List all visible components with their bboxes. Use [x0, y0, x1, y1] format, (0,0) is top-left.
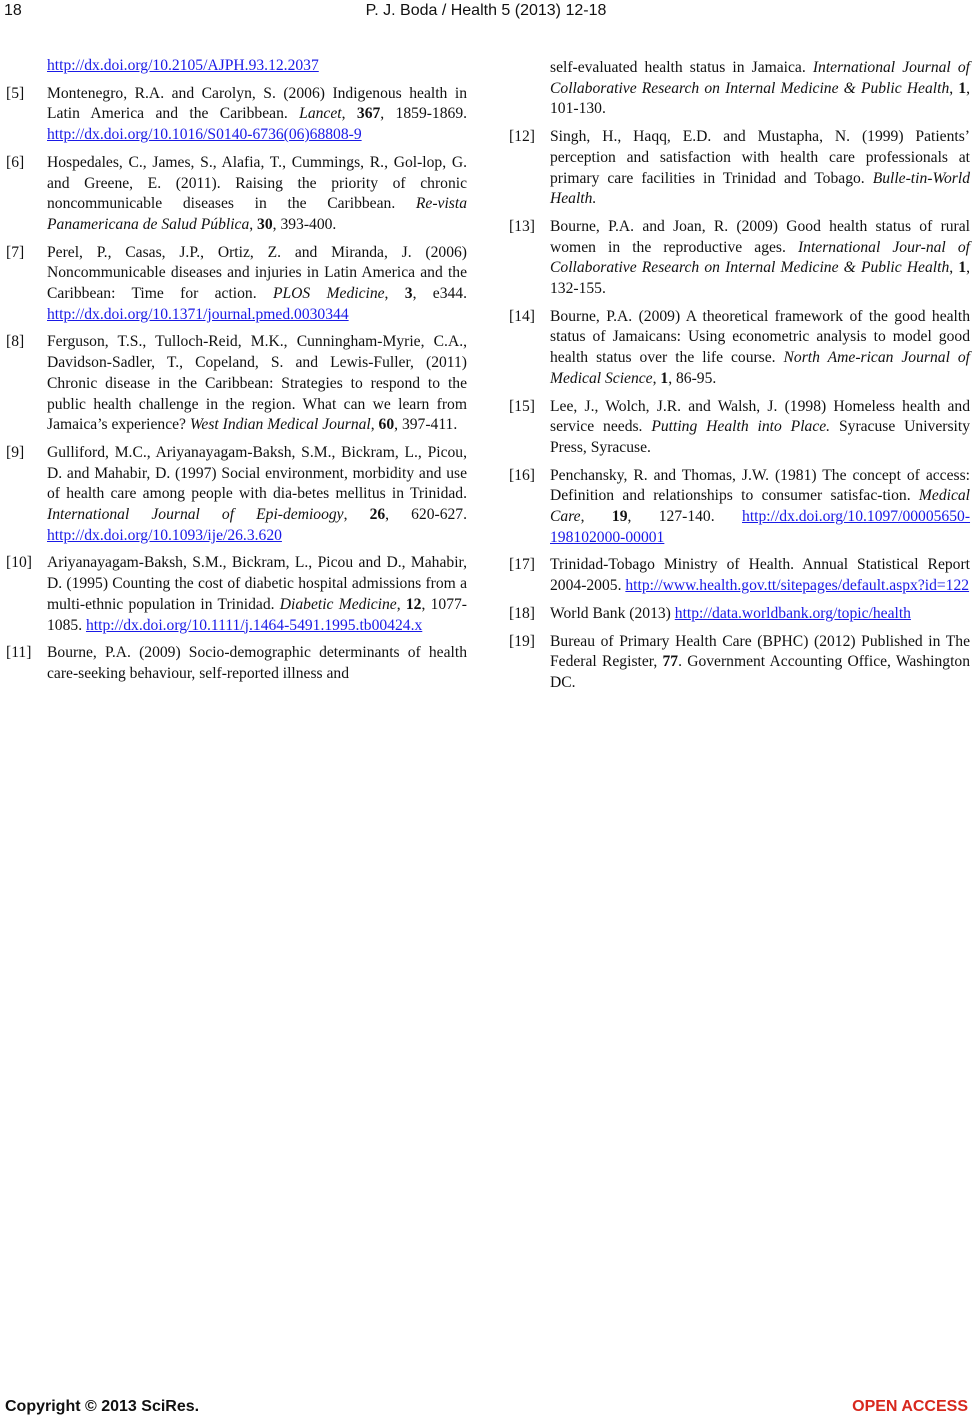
volume-number: 3	[404, 285, 413, 303]
reference-separator: ,	[580, 508, 612, 526]
reference-pages: , 1077-1085.	[47, 595, 467, 634]
reference-number: [5]	[6, 84, 25, 102]
journal-name: PLOS Medicine	[272, 285, 385, 303]
reference-number: [13]	[509, 217, 535, 235]
volume-number: 26	[369, 506, 386, 524]
reference-body	[47, 243, 467, 326]
reference-item	[509, 307, 970, 390]
reference-item	[509, 632, 970, 694]
reference-item	[6, 243, 467, 326]
reference-body	[550, 632, 970, 694]
reference-item	[6, 443, 467, 547]
reference-text: Montenegro, R.A. and Carolyn, S. (2006) Indigenous health in Latin America and the Caribbean.	[47, 84, 467, 123]
reference-pages: , e344.	[412, 285, 467, 303]
reference-pages: , 397-411.	[394, 416, 458, 434]
reference-separator: ,	[384, 285, 405, 303]
reference-text: Penchansky, R. and Thomas, J.W. (1981) The concept of access: Definition and relationships to consumer satisfac-tion.	[550, 466, 970, 505]
reference-separator: ,	[652, 369, 661, 387]
reference-item	[509, 466, 970, 549]
doi-link[interactable]: http://dx.doi.org/10.2105/AJPH.93.12.2037	[47, 57, 319, 74]
reference-body	[550, 555, 970, 596]
reference-pages: , 393-400.	[272, 215, 337, 233]
volume-number: 12	[405, 595, 422, 613]
journal-name: International Journal of Collaborative Research on Internal Medicine & Public Health	[550, 59, 970, 97]
reference-body	[550, 397, 970, 459]
journal-name: Diabetic Medicine	[279, 595, 397, 613]
reference-text: Hospedales, C., James, S., Alafia, T., Cummings, R., Gol-lop, G. and Greene, E. (2011). Raising the priority of chronic noncommunicable diseases in the Caribbean.	[47, 153, 467, 213]
volume-number: 1	[660, 369, 669, 387]
volume-number: 60	[378, 416, 395, 434]
volume-number: 367	[356, 105, 381, 123]
reference-body	[550, 466, 970, 549]
reference-separator: ,	[396, 595, 406, 613]
journal-name: Medical Care	[550, 487, 970, 526]
doi-link[interactable]: http://dx.doi.org/10.1097/00005650-198102000-00001	[550, 508, 971, 546]
reference-text: Bourne, P.A. (2009) A theoretical framework of the good health status of Jamaicans: Using econometric analysis to model good health status over the life course.	[550, 307, 970, 367]
reference-number: [10]	[6, 554, 32, 572]
volume-number: 19	[611, 508, 628, 526]
reference-item	[6, 84, 467, 146]
journal-name: North Ame-rican Journal of Medical Science	[550, 349, 970, 387]
doi-link[interactable]: http://dx.doi.org/10.1016/S0140-6736(06)68808-9	[47, 126, 362, 144]
page-number: 18	[4, 2, 22, 19]
reference-number: [16]	[509, 466, 535, 484]
doi-link[interactable]: http://dx.doi.org/10.1093/ije/26.3.620	[47, 526, 282, 544]
journal-name: Re-vista Panamericana de Salud Pública	[47, 195, 467, 233]
reference-continuation	[509, 58, 970, 120]
reference-body	[47, 84, 467, 146]
reference-item	[6, 643, 467, 684]
reference-separator: ,	[343, 506, 370, 524]
reference-text: Ferguson, T.S., Tulloch-Reid, M.K., Cunningham-Myrie, C.A., Davidson-Sadler, T., Copeland, S. and Lewis-Fuller, (2011) Chronic disease in the Caribbean: Strategies to respond to the public health challenge in the region. What can we learn from Jamaica’s experience?	[47, 333, 467, 434]
journal-name: Putting Health into Place.	[651, 418, 831, 436]
reference-number: [9]	[6, 443, 25, 461]
references-left-column	[6, 56, 467, 692]
reference-continuation	[6, 56, 467, 77]
reference-item	[509, 217, 970, 300]
reference-list	[6, 84, 467, 685]
copyright-notice: Copyright © 2013 SciRes.	[5, 1398, 200, 1415]
volume-number: 1	[958, 79, 967, 97]
reference-body	[47, 153, 467, 236]
reference-number: [7]	[6, 243, 25, 261]
doi-link[interactable]: http://dx.doi.org/10.1111/j.1464-5491.1995.tb00424.x	[85, 616, 423, 634]
reference-text: Singh, H., Haqq, E.D. and Mustapha, N. (1999) Patients’ perception and satisfaction with health care professionals at primary care facilities in Trinidad and Tobago.	[550, 128, 970, 187]
running-header: P. J. Boda / Health 5 (2013) 12-18	[365, 2, 607, 19]
reference-body	[550, 217, 970, 300]
volume-number: 30	[257, 215, 273, 233]
reference-pages: , 101-130.	[550, 79, 971, 118]
journal-name: International Journal of Epi-demioogy	[47, 506, 344, 524]
reference-text: Gulliford, M.C., Ariyanayagam-Baksh, S.M., Bickram, L., Picou, D. and Mahabir, D. (1997) Social environment, morbidity and use of health care among people with dia-betes mellitus in Trinidad.	[47, 443, 467, 503]
reference-text: Bourne, P.A. and Joan, R. (2009) Good health status of rural women in the reproductive ages.	[550, 217, 970, 256]
reference-separator: ,	[949, 79, 959, 97]
reference-item	[509, 604, 970, 625]
reference-text: Perel, P., Casas, J.P., Ortiz, Z. and Miranda, J. (2006) Noncommunicable diseases and injuries in Latin America and the Caribbean: Time for action.	[47, 243, 467, 303]
reference-pages: , 132-155.	[550, 259, 971, 298]
reference-text: Lee, J., Wolch, J.R. and Walsh, J. (1998) Homeless health and service needs.	[550, 397, 970, 436]
reference-item	[509, 127, 970, 210]
reference-body	[550, 127, 970, 210]
reference-number: [6]	[6, 153, 25, 171]
reference-number: [17]	[509, 556, 535, 574]
reference-pages: Syracuse University Press, Syracuse.	[550, 418, 970, 456]
reference-item	[6, 332, 467, 436]
reference-separator: ,	[370, 416, 379, 434]
reference-body	[550, 307, 970, 390]
reference-number: [18]	[509, 604, 535, 622]
reference-number: [12]	[509, 128, 535, 146]
reference-number: [11]	[6, 644, 32, 662]
reference-body	[47, 643, 467, 684]
reference-list	[509, 127, 970, 694]
reference-pages: . Government Accounting Office, Washington DC.	[550, 653, 970, 691]
volume-number: 1	[958, 259, 967, 277]
reference-text: World Bank (2013)	[550, 604, 675, 622]
reference-body	[47, 332, 467, 436]
reference-pages: , 1859-1869.	[380, 105, 468, 123]
reference-text: Bureau of Primary Health Care (BPHC) (2012) Published in The Federal Register,	[550, 632, 970, 671]
reference-number: [8]	[6, 333, 25, 351]
reference-separator: ,	[249, 215, 258, 233]
reference-item	[509, 555, 970, 596]
reference-number: [19]	[509, 632, 535, 650]
reference-item	[6, 153, 467, 236]
reference-number: [15]	[509, 397, 535, 415]
open-access-label: OPEN ACCESS	[852, 1398, 968, 1415]
doi-link[interactable]: http://www.health.gov.tt/sitepages/default.aspx?id=122	[625, 577, 970, 595]
reference-text: Bourne, P.A. (2009) Socio-demographic determinants of health care-seeking behaviour, self-reported illness and	[47, 644, 467, 682]
reference-separator: ,	[341, 105, 357, 123]
reference-number: [14]	[509, 307, 535, 325]
reference-pages: , 86-95.	[668, 369, 717, 387]
journal-name: International Jour-nal of Collaborative Research on Internal Medicine & Public Health	[550, 238, 970, 277]
reference-pages: , 620-627.	[385, 506, 468, 524]
doi-link[interactable]: http://data.worldbank.org/topic/health	[674, 604, 911, 622]
reference-text: Trinidad-Tobago Ministry of Health. Annual Statistical Report 2004-2005.	[550, 556, 970, 595]
volume-number: 77	[662, 653, 679, 671]
journal-name: Bulle-tin-World Health.	[550, 169, 970, 208]
reference-body	[47, 443, 467, 547]
reference-item	[509, 397, 970, 459]
doi-link[interactable]: http://dx.doi.org/10.1371/journal.pmed.0030344	[47, 305, 349, 323]
reference-separator: ,	[949, 259, 959, 277]
journal-name: Lancet	[299, 105, 342, 123]
journal-name: West Indian Medical Journal	[189, 416, 371, 434]
references-right-column	[509, 58, 970, 701]
reference-pages: , 127-140.	[627, 508, 743, 526]
reference-text: self-evaluated health status in Jamaica.	[550, 59, 813, 76]
reference-body	[550, 604, 970, 625]
reference-item	[6, 553, 467, 636]
reference-text: Ariyanayagam-Baksh, S.M., Bickram, L., Picou and D., Mahabir, D. (1995) Counting the cost of diabetic hospital admissions from a multi-ethnic population in Trinidad.	[47, 554, 467, 613]
reference-body	[47, 553, 467, 636]
